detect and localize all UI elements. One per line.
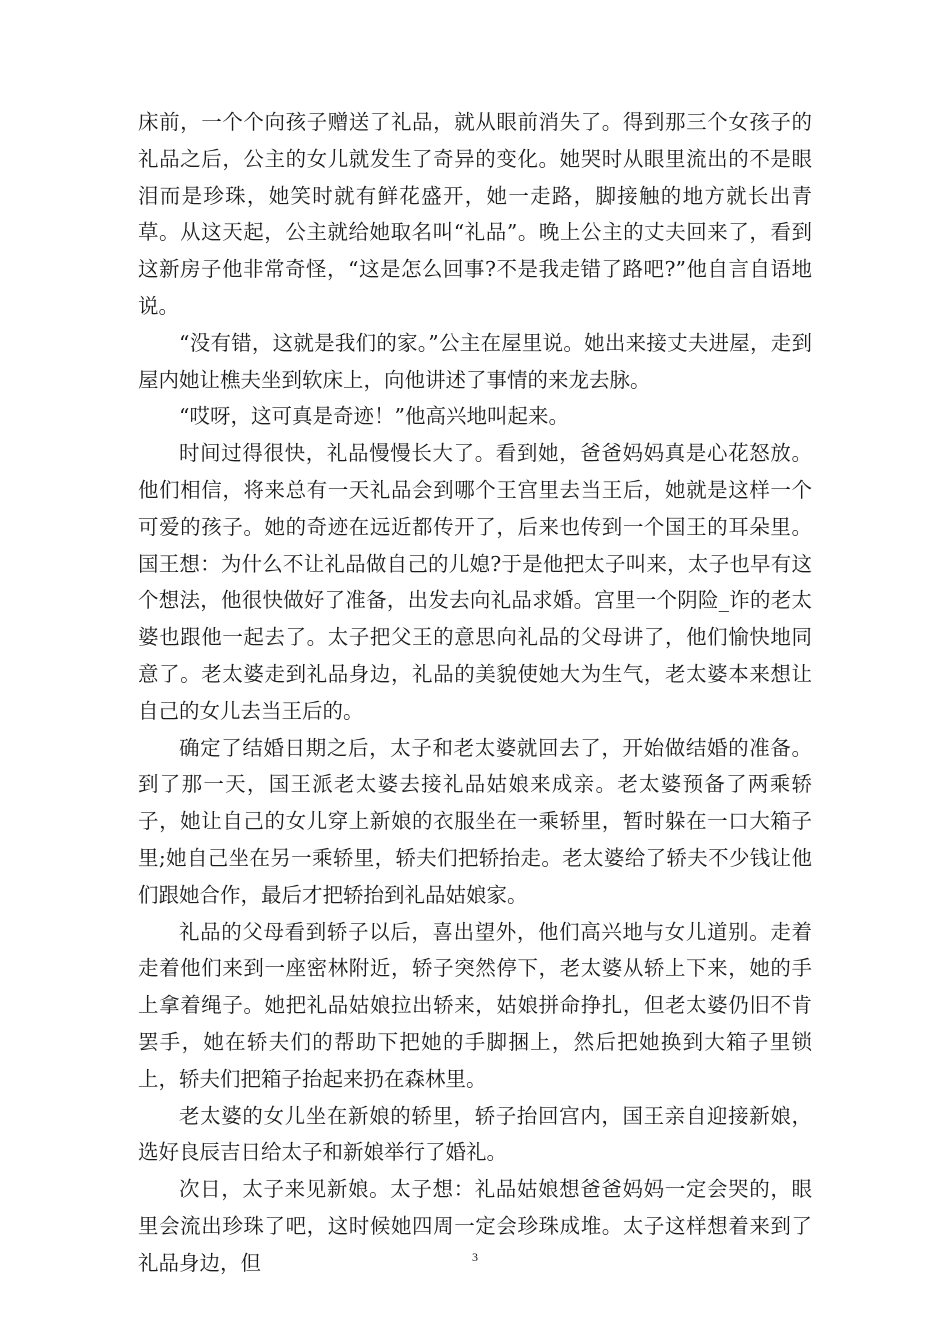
paragraph-6: 礼品的父母看到轿子以后，喜出望外，他们高兴地与女儿道别。走着走着他们来到一座密林附近，轿子突然停下，老太婆从轿上下来，她的手上拿着绳子。她把礼品姑娘拉出轿来，姑娘拼命挣扎，但老太婆仍旧不肯罢手，她在轿夫们的帮助下把她的手脚捆上，然后把她换到大箱子里锁上，轿夫们把箱子抬起来扔在森林里。 bbox=[138, 919, 812, 1091]
document-body bbox=[138, 104, 812, 1282]
paragraph-5: 确定了结婚日期之后，太子和老太婆就回去了，开始做结婚的准备。到了那一天，国王派老太婆去接礼品姑娘来成亲。老太婆预备了两乘轿子，她让自己的女儿穿上新娘的衣服坐在一乘轿里，暂时躲在一口大箱子里;她自己坐在另一乘轿里，轿夫们把轿抬走。老太婆给了轿夫不少钱让他们跟她合作，最后才把轿抬到礼品姑娘家。 bbox=[138, 735, 812, 907]
page-number: 3 bbox=[472, 1250, 478, 1264]
paragraph-8: 次日，太子来见新娘。太子想：礼品姑娘想爸爸妈妈一定会哭的，眼里会流出珍珠了吧，这时候她四周一定会珍珠成堆。太子这样想着来到了礼品身边，但 bbox=[138, 1177, 812, 1275]
paragraph-3: “哎呀，这可真是奇迹！”他高兴地叫起来。 bbox=[179, 404, 569, 429]
paragraph-1: 床前，一个个向孩子赠送了礼品，就从眼前消失了。得到那三个女孩子的礼品之后，公主的女儿就发生了奇异的变化。她哭时从眼里流出的不是眼泪而是珍珠，她笑时就有鲜花盛开，她一走路，脚接触的地方就长出青草。从这天起，公主就给她取名叫“礼品”。晚上公主的丈夫回来了，看到这新房子他非常奇怪，“这是怎么回事?不是我走错了路吧?”他自言自语地说。 bbox=[138, 110, 812, 318]
paragraph-7: 老太婆的女儿坐在新娘的轿里，轿子抬回宫内，国王亲自迎接新娘，选好良辰吉日给太子和新娘举行了婚礼。 bbox=[138, 1103, 812, 1165]
paragraph-4: 时间过得很快，礼品慢慢长大了。看到她，爸爸妈妈真是心花怒放。他们相信，将来总有一天礼品会到哪个王宫里去当王后，她就是这样一个可爱的孩子。她的奇迹在远近都传开了，后来也传到一个国王的耳朵里。国王想：为什么不让礼品做自己的儿媳?于是他把太子叫来，太子也早有这个想法，他很快做好了准备，出发去向礼品求婚。宫里一个阴险_诈的老太婆也跟他一起去了。太子把父王的意思向礼品的父母讲了，他们愉快地同意了。老太婆走到礼品身边，礼品的美貌使她大为生气，老太婆本来想让自己的女儿去当王后的。 bbox=[138, 441, 812, 723]
paragraph-2: “没有错，这就是我们的家。”公主在屋里说。她出来接丈夫进屋，走到屋内她让樵夫坐到软床上，向他讲述了事情的来龙去脉。 bbox=[138, 330, 812, 392]
